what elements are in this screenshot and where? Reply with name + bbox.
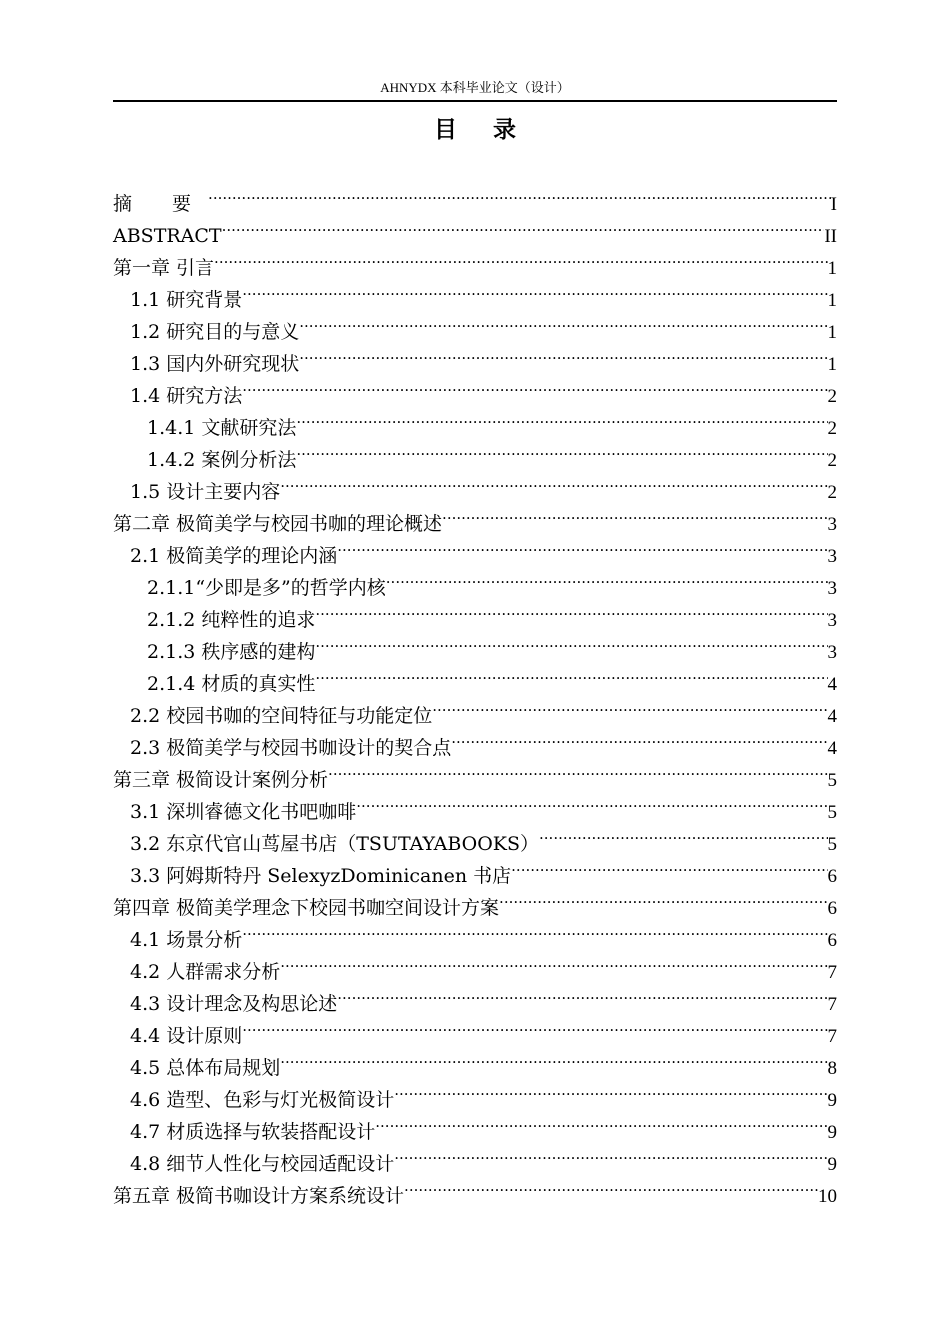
toc-entry-label[interactable]: 2.1.2 纯粹性的追求 [147,609,316,631]
toc-entry-page-number: 6 [827,930,837,951]
toc-entry-page-number: 2 [827,482,837,503]
toc-entry[interactable] [113,178,837,215]
toc-dot-leader [315,658,827,690]
toc-dot-leader [296,402,827,434]
toc-entry-label[interactable]: 1.5 设计主要内容 [130,481,281,503]
toc-dot-leader [356,786,827,818]
toc-dot-leader [222,210,825,242]
toc-dot-leader [394,1074,827,1106]
toc-dot-leader [299,306,827,338]
toc-entry-label[interactable]: 1.4 研究方法 [130,385,243,407]
toc-entry-page-number: 3 [827,546,837,567]
toc-title: 目 录 [433,117,530,143]
toc-dot-leader [280,946,827,978]
toc-entry-page-number: 4 [827,738,837,759]
header-divider [113,100,837,102]
toc-entry-page-number: 5 [827,834,837,855]
toc-entry-page-number: 2 [827,418,837,439]
toc-entry-page-number: 7 [827,962,837,983]
toc-entry[interactable] [113,274,837,311]
toc-dot-leader [328,754,827,786]
toc-entry-label[interactable]: ABSTRACT [113,225,222,247]
toc-entry-page-number: 4 [827,674,837,695]
page-header: AHNYDX 本科毕业论文（设计） [380,80,570,95]
toc-entry-label[interactable]: 4.3 设计理念及构思论述 [130,993,338,1015]
toc-entry-page-number: 3 [827,642,837,663]
toc-dot-leader [315,626,827,658]
toc-entry-page-number: 5 [827,802,837,823]
toc-dot-leader [296,434,827,466]
toc-entry-label[interactable]: 2.3 极简美学与校园书咖设计的契合点 [130,737,452,759]
toc-entry-label[interactable]: 4.6 造型、色彩与灯光极简设计 [130,1089,395,1111]
toc-entry-label[interactable]: 1.3 国内外研究现状 [130,353,300,375]
toc-entry-label[interactable]: 3.1 深圳睿德文化书吧咖啡 [130,801,357,823]
toc-dot-leader [451,722,827,754]
toc-entry-label[interactable]: 4.1 场景分析 [130,929,243,951]
toc-entry-label[interactable]: 1.4.1 文献研究法 [147,417,297,439]
toc-entry-page-number: 6 [827,898,837,919]
toc-entry-page-number: 3 [827,514,837,535]
toc-entry-label[interactable]: 第四章 极简美学理念下校园书咖空间设计方案 [113,897,500,919]
toc-entry-label[interactable]: 第五章 极简书咖设计方案系统设计 [113,1185,405,1207]
toc-entry-label[interactable]: 2.1.3 秩序感的建构 [147,641,316,663]
toc-dot-leader [404,1170,818,1202]
toc-entry-page-number: 10 [818,1186,837,1207]
toc-entry-label[interactable]: 2.1 极简美学的理论内涵 [130,545,338,567]
toc-dot-leader [442,498,827,530]
toc-entry-page-number: 9 [827,1090,837,1111]
toc-entry-page-number: 3 [827,610,837,631]
toc-entry-page-number: 4 [827,706,837,727]
toc-dot-leader [242,370,827,402]
toc-dot-leader [511,850,827,882]
toc-entry-label[interactable]: 2.1.4 材质的真实性 [147,673,316,695]
toc-entry-page-number: 6 [827,866,837,887]
toc-entry-page-number: 1 [827,258,837,279]
toc-entry-label[interactable]: 1.1 研究背景 [130,289,243,311]
toc-entry-label[interactable]: 4.7 材质选择与软装搭配设计 [130,1121,376,1143]
toc-dot-leader [337,978,827,1010]
toc-entry-page-number: 7 [827,994,837,1015]
toc-entry-label[interactable]: 4.4 设计原则 [130,1025,243,1047]
toc-entry-label[interactable]: 4.8 细节人性化与校园适配设计 [130,1153,395,1175]
toc-entry-page-number: 2 [827,450,837,471]
toc-dot-leader [386,562,828,594]
toc-entry-page-number: I [830,194,837,215]
toc-entry[interactable] [113,210,837,247]
toc-entry-label[interactable]: 3.3 阿姆斯特丹 SelexyzDominicanen 书店 [130,865,512,887]
toc-entry-label[interactable]: 第二章 极简美学与校园书咖的理论概述 [113,513,443,535]
table-of-contents [113,178,837,1207]
toc-dot-leader [432,690,827,722]
toc-dot-leader [242,1010,827,1042]
toc-entry[interactable] [113,242,837,279]
toc-dot-leader [214,242,827,274]
toc-entry-label[interactable]: 第一章 引言 [113,257,215,279]
toc-dot-leader [280,1042,827,1074]
toc-dot-leader [242,914,827,946]
toc-dot-leader [315,594,827,626]
toc-dot-leader [375,1106,827,1138]
toc-entry-label[interactable]: 2.2 校园书咖的空间特征与功能定位 [130,705,433,727]
toc-entry-label[interactable]: 第三章 极简设计案例分析 [113,769,329,791]
toc-entry-page-number: 7 [827,1026,837,1047]
toc-entry-page-number: 3 [827,578,837,599]
toc-entry-page-number: 2 [827,386,837,407]
toc-entry-label[interactable]: 4.2 人群需求分析 [130,961,281,983]
toc-entry-page-number: 9 [827,1122,837,1143]
toc-entry-page-number: II [824,226,837,247]
toc-dot-leader [394,1138,827,1170]
toc-entry-page-number: 9 [827,1154,837,1175]
toc-dot-leader [539,818,827,850]
toc-entry-label[interactable]: 3.2 东京代官山茑屋书店（TSUTAYABOOKS） [130,833,540,855]
toc-dot-leader [208,178,831,210]
toc-entry-label[interactable]: 1.4.2 案例分析法 [147,449,297,471]
toc-entry-page-number: 1 [827,322,837,343]
toc-entry-label[interactable]: 4.5 总体布局规划 [130,1057,281,1079]
toc-entry-label[interactable]: 2.1.1“少即是多”的哲学内核 [147,577,386,599]
toc-dot-leader [242,274,827,306]
toc-dot-leader [280,466,827,498]
toc-entry-label[interactable]: 摘 要 [113,193,209,215]
toc-entry-page-number: 8 [827,1058,837,1079]
toc-entry-page-number: 1 [827,290,837,311]
toc-entry-page-number: 5 [827,770,837,791]
toc-dot-leader [337,530,827,562]
toc-dot-leader [299,338,827,370]
toc-entry-page-number: 1 [827,354,837,375]
toc-entry-label[interactable]: 1.2 研究目的与意义 [130,321,300,343]
toc-dot-leader [499,882,827,914]
